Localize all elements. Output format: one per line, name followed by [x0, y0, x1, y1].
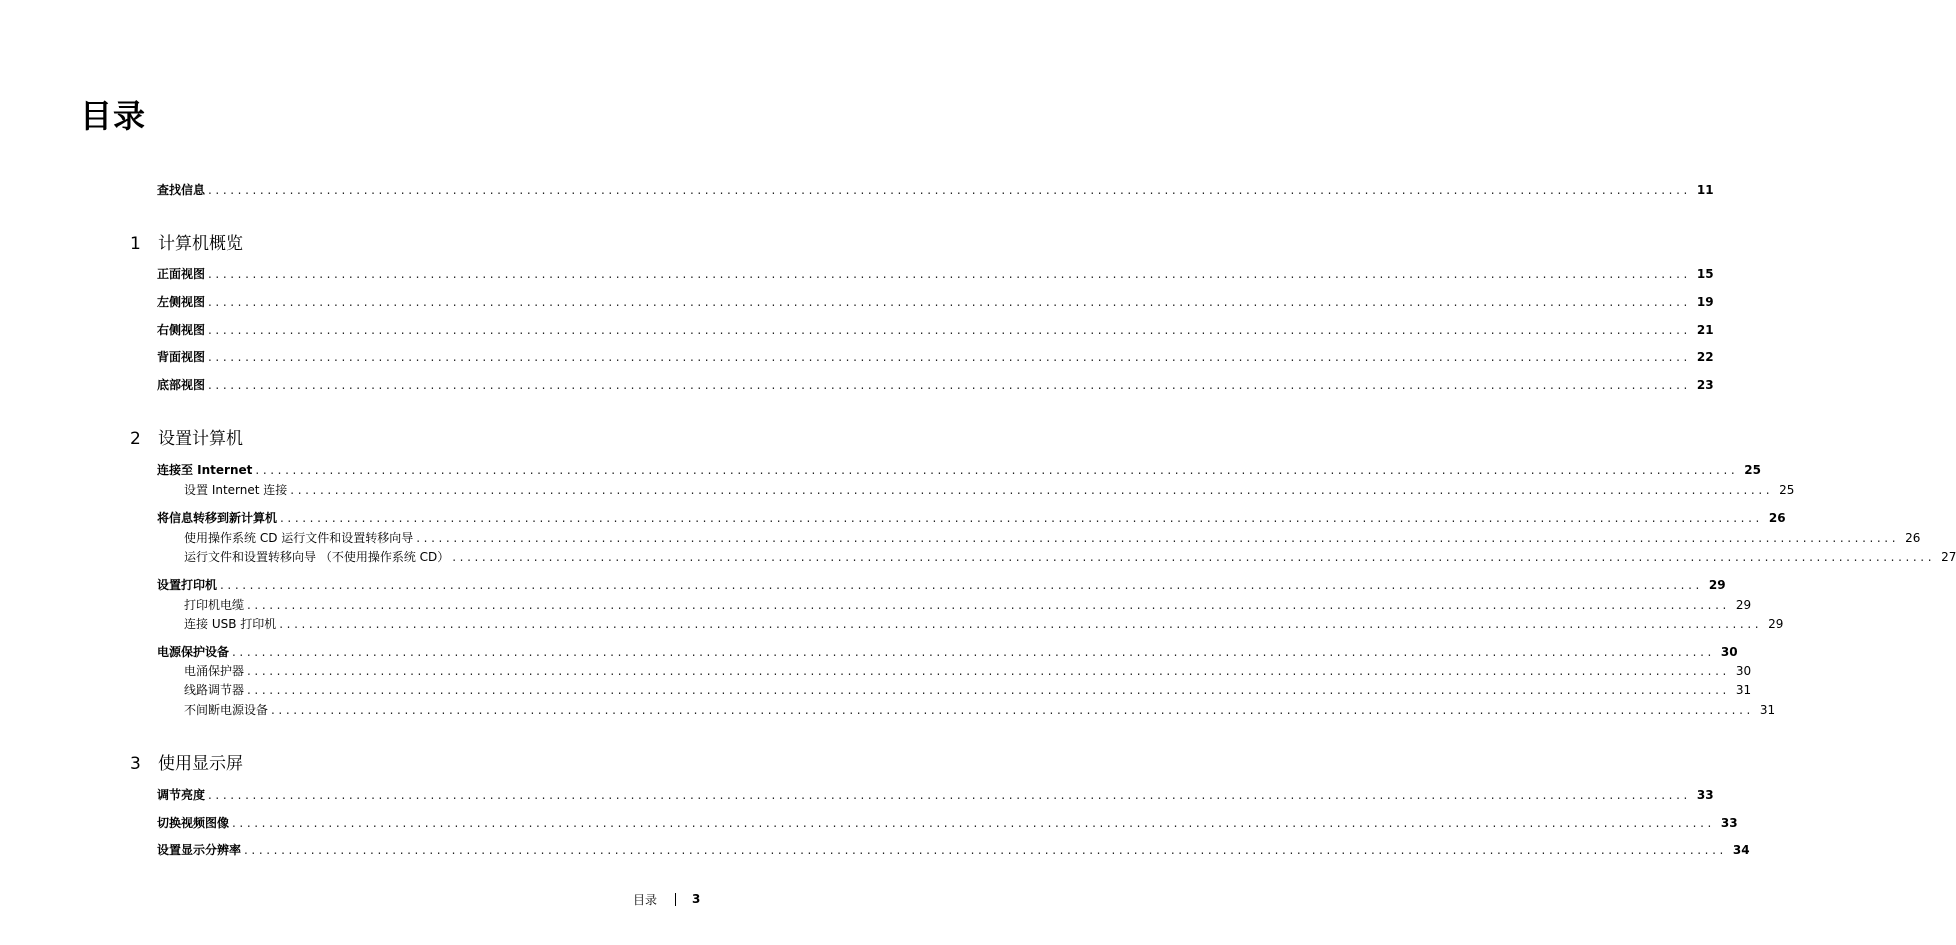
toc-entry-label: 设置打印机	[157, 578, 218, 592]
dot-leader: ........................................................................................................................................................................................................	[244, 843, 1727, 857]
toc-entry-page: 19	[1696, 295, 1714, 309]
toc-subentry[interactable]	[184, 681, 1752, 699]
footer-divider	[675, 893, 676, 906]
toc-entry-label: 底部视图	[157, 378, 206, 392]
toc-entry-label: 调节亮度	[157, 788, 206, 802]
toc-subentry-label: 设置 Internet 连接	[184, 483, 288, 497]
toc-entry-page: 30	[1720, 645, 1738, 659]
toc-subentry[interactable]	[184, 701, 1776, 719]
page-title: 目录	[80, 97, 147, 135]
toc-subentry-page: 26	[1905, 531, 1921, 545]
dot-leader: ........................................................................................................................................................................................................	[452, 550, 1936, 564]
dot-leader: ........................................................................................................................................................................................................	[290, 483, 1774, 497]
toc-subentry[interactable]	[184, 481, 1795, 499]
toc-entry[interactable]	[157, 348, 1714, 366]
chapter-title: 设置计算机	[158, 429, 243, 449]
dot-leader: ........................................................................................................................................................................................................	[279, 617, 1763, 631]
toc-entry[interactable]	[157, 841, 1750, 859]
toc-entry-page: 21	[1696, 323, 1714, 337]
toc-entry-label: 连接至 Internet	[157, 463, 253, 477]
dot-leader: ........................................................................................................................................................................................................	[208, 183, 1691, 197]
toc-subentry[interactable]	[184, 529, 1921, 547]
toc-subentry-label: 电涌保护器	[184, 664, 245, 678]
toc-entry-label: 正面视图	[157, 267, 206, 281]
toc-entry[interactable]	[157, 376, 1714, 394]
toc-entry-page: 33	[1720, 816, 1738, 830]
toc-entry[interactable]	[157, 461, 1761, 479]
toc-entry[interactable]	[157, 786, 1714, 804]
dot-leader: ........................................................................................................................................................................................................	[208, 323, 1691, 337]
toc-entry-label: 将信息转移到新计算机	[157, 511, 278, 525]
toc-entry-label: 右侧视图	[157, 323, 206, 337]
toc-subentry-page: 29	[1768, 617, 1784, 631]
toc-entry-label: 电源保护设备	[157, 645, 230, 659]
toc-entry-label: 左侧视图	[157, 295, 206, 309]
toc-entry[interactable]	[157, 265, 1714, 283]
toc-entry[interactable]	[157, 643, 1738, 661]
toc-subentry-label: 连接 USB 打印机	[184, 617, 277, 631]
footer-label: 目录	[633, 892, 658, 907]
chapter-number: 1	[130, 234, 141, 254]
toc-subentry-label: 不间断电源设备	[184, 703, 269, 717]
toc-subentry[interactable]	[184, 596, 1752, 614]
dot-leader: ........................................................................................................................................................................................................	[232, 645, 1715, 659]
toc-subentry-page: 31	[1759, 703, 1776, 717]
dot-leader: ........................................................................................................................................................................................................	[208, 788, 1691, 802]
dot-leader: ........................................................................................................................................................................................................	[280, 511, 1763, 525]
toc-entry-page: 25	[1744, 463, 1761, 477]
toc-entry[interactable]	[157, 321, 1714, 339]
toc-subentry[interactable]	[184, 662, 1752, 680]
dot-leader: ........................................................................................................................................................................................................	[208, 350, 1691, 364]
dot-leader: ........................................................................................................................................................................................................	[247, 598, 1730, 612]
dot-leader: ........................................................................................................................................................................................................	[247, 664, 1730, 678]
toc-entry-page: 34	[1732, 843, 1750, 857]
toc-entry[interactable]	[157, 509, 1786, 527]
chapter-title: 计算机概览	[158, 234, 243, 254]
chapter-number: 2	[130, 429, 141, 449]
toc-entry-page: 26	[1768, 511, 1786, 525]
dot-leader: ........................................................................................................................................................................................................	[208, 378, 1691, 392]
toc-subentry-label: 打印机电缆	[184, 598, 245, 612]
dot-leader: ........................................................................................................................................................................................................	[416, 531, 1900, 545]
toc-entry-page: 11	[1696, 183, 1714, 197]
toc-subentry-label: 线路调节器	[184, 683, 245, 697]
toc-entry-page: 29	[1708, 578, 1726, 592]
toc-subentry-label: 运行文件和设置转移向导 （不使用操作系统 CD）	[184, 550, 450, 564]
toc-entry[interactable]	[157, 814, 1738, 832]
chapter-heading[interactable]	[130, 753, 243, 775]
toc-entry[interactable]	[157, 293, 1714, 311]
chapter-number: 3	[130, 754, 141, 774]
toc-subentry-label: 使用操作系统 CD 运行文件和设置转移向导	[184, 531, 414, 545]
toc-entry-page: 33	[1696, 788, 1714, 802]
toc-subentry-page: 25	[1779, 483, 1795, 497]
toc-entry-page: 23	[1696, 378, 1714, 392]
toc-subentry[interactable]	[184, 615, 1784, 633]
chapter-heading[interactable]	[130, 233, 243, 255]
dot-leader: ........................................................................................................................................................................................................	[232, 816, 1715, 830]
chapter-title: 使用显示屏	[158, 754, 243, 774]
toc-subentry[interactable]	[184, 548, 1956, 566]
dot-leader: ........................................................................................................................................................................................................	[255, 463, 1739, 477]
toc-entry[interactable]	[157, 576, 1726, 594]
toc-entry-label: 切换视频图像	[157, 816, 230, 830]
toc-subentry-page: 27	[1941, 550, 1956, 564]
dot-leader: ........................................................................................................................................................................................................	[208, 295, 1691, 309]
toc-entry[interactable]	[157, 181, 1714, 199]
dot-leader: ........................................................................................................................................................................................................	[271, 703, 1754, 717]
dot-leader: ........................................................................................................................................................................................................	[208, 267, 1691, 281]
page-footer	[633, 889, 700, 909]
dot-leader: ........................................................................................................................................................................................................	[247, 683, 1730, 697]
toc-entry-label: 背面视图	[157, 350, 206, 364]
toc-entry-page: 22	[1696, 350, 1714, 364]
toc-entry-page: 15	[1696, 267, 1714, 281]
toc-entry-label: 查找信息	[157, 183, 206, 197]
toc-subentry-page: 31	[1735, 683, 1752, 697]
toc-subentry-page: 30	[1735, 664, 1752, 678]
footer-page-number: 3	[692, 892, 701, 906]
toc-entry-label: 设置显示分辨率	[157, 843, 242, 857]
toc-subentry-page: 29	[1735, 598, 1752, 612]
chapter-heading[interactable]	[130, 428, 243, 450]
dot-leader: ........................................................................................................................................................................................................	[220, 578, 1703, 592]
